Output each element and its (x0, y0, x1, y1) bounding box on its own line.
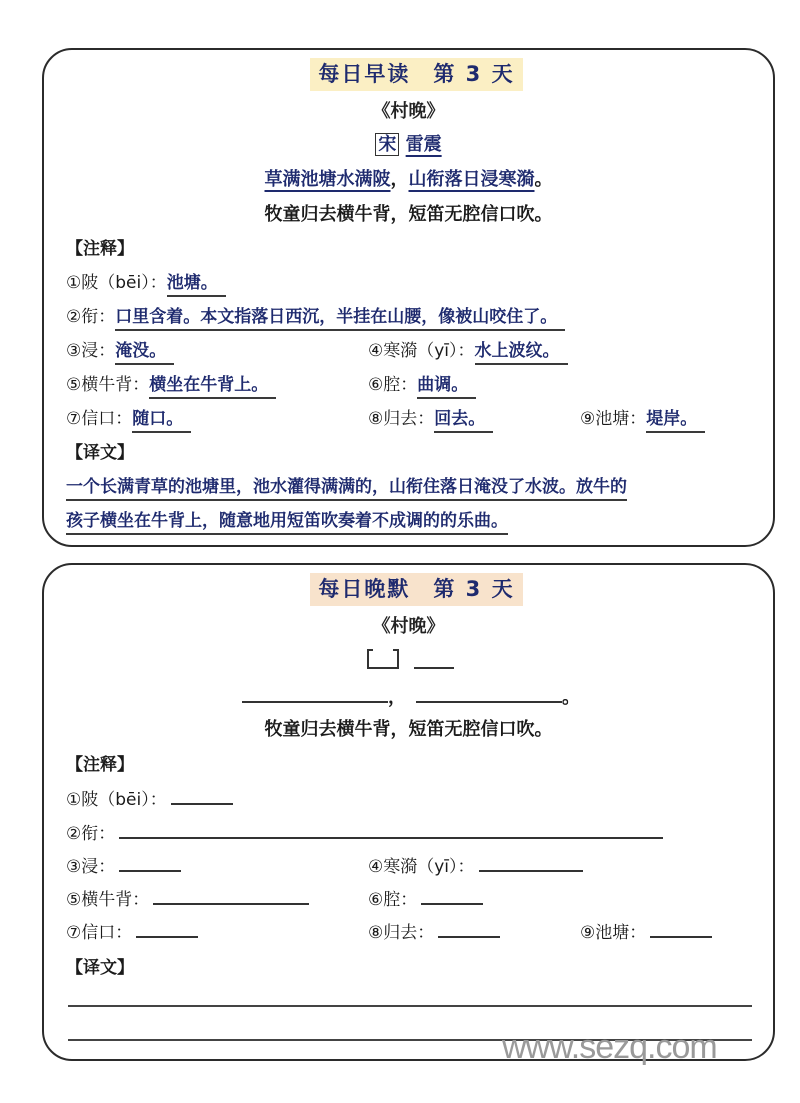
note-8 (368, 918, 500, 943)
note-label: ⑨池塘： (580, 923, 647, 943)
note-7 (66, 918, 198, 943)
evening-header: 每日晚默 第 3 天 (310, 573, 523, 606)
note-answer: 水上波纹。 (475, 341, 568, 365)
note-label: ④寒漪（yī）： (368, 857, 475, 877)
note-2 (66, 302, 565, 327)
note-label: ④寒漪（yī）： (368, 341, 475, 361)
note-4 (368, 336, 568, 361)
note-3-blank[interactable] (119, 854, 181, 872)
note-6 (368, 885, 483, 910)
dynasty-box: 宋 (375, 133, 399, 156)
poem-line-2: 牧童归去横牛背，短笛无腔信口吹。 (264, 204, 553, 225)
note-5 (66, 885, 309, 910)
notes-heading: 【注释】 (66, 239, 134, 259)
note-2 (66, 819, 663, 844)
note-4 (368, 852, 583, 877)
poem-line-1-sep: ， (388, 687, 406, 708)
author-blank[interactable] (414, 651, 454, 669)
poem-title: 《村晚》 (372, 616, 445, 637)
note-label: ⑥腔： (368, 890, 418, 910)
note-label: ⑧归去： (368, 923, 435, 943)
translation-blank-line-1[interactable] (68, 1005, 752, 1007)
evening-dictation-card (42, 563, 775, 1061)
poem-line-1-blank-1[interactable] (242, 685, 388, 703)
note-2-blank[interactable] (119, 821, 663, 839)
note-label: ⑤横牛背： (66, 375, 150, 395)
note-7 (66, 404, 191, 429)
note-6-blank[interactable] (421, 887, 483, 905)
morning-reading-card (42, 48, 775, 547)
translation-line-1 (66, 472, 627, 497)
morning-header: 每日早读 第 3 天 (310, 58, 523, 91)
notes-heading: 【注释】 (66, 755, 134, 775)
poem-line-2: 牧童归去横牛背，短笛无腔信口吹。 (264, 719, 553, 740)
note-1 (66, 268, 226, 293)
note-5-blank[interactable] (153, 887, 309, 905)
note-answer: 随口。 (132, 409, 191, 433)
note-1-blank[interactable] (171, 787, 233, 805)
note-answer: 淹没。 (115, 341, 174, 365)
note-label: ⑨池塘： (580, 409, 647, 429)
note-8-blank[interactable] (438, 920, 500, 938)
note-9-blank[interactable] (650, 920, 712, 938)
poem-author-line (44, 130, 773, 156)
note-7-blank[interactable] (136, 920, 198, 938)
poem-line-1-blank-2[interactable] (416, 685, 562, 703)
note-6 (368, 370, 476, 395)
note-answer: 横坐在牛背上。 (149, 375, 276, 399)
poem-line-1-blanks (242, 683, 580, 709)
watermark: www.sezq.com (502, 1028, 717, 1066)
note-3 (66, 852, 181, 877)
poem-author: 雷震 (405, 134, 442, 155)
note-label: ③浸： (66, 857, 116, 877)
poem-line-1-sep: ， (390, 169, 409, 190)
note-label: ①陂（bēi）： (66, 273, 167, 293)
note-8 (368, 404, 493, 429)
poem-line-1-part2: 山衔落日浸寒漪 (408, 169, 535, 190)
poem-line-1 (44, 165, 773, 191)
translation-heading: 【译文】 (66, 443, 134, 463)
note-9 (580, 918, 712, 943)
translation-heading: 【译文】 (66, 958, 134, 978)
dynasty-blank[interactable] (367, 649, 399, 669)
note-label: ⑤横牛背： (66, 890, 150, 910)
author-blank-row (367, 649, 454, 673)
note-label: ①陂（bēi）： (66, 790, 167, 810)
note-label: ②衔： (66, 824, 116, 844)
note-label: ⑧归去： (368, 409, 435, 429)
note-3 (66, 336, 174, 361)
note-answer: 回去。 (434, 409, 493, 433)
translation-text: 一个长满青草的池塘里，池水灌得满满的，山衔住落日淹没了水波。放牛的 (66, 477, 627, 501)
note-label: ②衔： (66, 307, 116, 327)
translation-text: 孩子横坐在牛背上，随意地用短笛吹奏着不成调的的乐曲。 (66, 511, 508, 535)
note-answer: 堤岸。 (646, 409, 705, 433)
note-answer: 池塘。 (167, 273, 226, 297)
note-label: ③浸： (66, 341, 116, 361)
poem-line-1-end: 。 (562, 687, 580, 708)
note-9 (580, 404, 705, 429)
note-label: ⑥腔： (368, 375, 418, 395)
translation-line-2 (66, 506, 508, 531)
note-label: ⑦信口： (66, 409, 133, 429)
poem-title: 《村晚》 (372, 101, 445, 122)
poem-line-1-part1: 草满池塘水满陂 (264, 169, 391, 190)
note-1 (66, 785, 233, 810)
note-4-blank[interactable] (479, 854, 583, 872)
note-5 (66, 370, 276, 395)
note-label: ⑦信口： (66, 923, 133, 943)
note-answer: 曲调。 (417, 375, 476, 399)
poem-line-1-end: 。 (534, 169, 553, 190)
note-answer: 口里含着。本文指落日西沉，半挂在山腰，像被山咬住了。 (115, 307, 565, 331)
